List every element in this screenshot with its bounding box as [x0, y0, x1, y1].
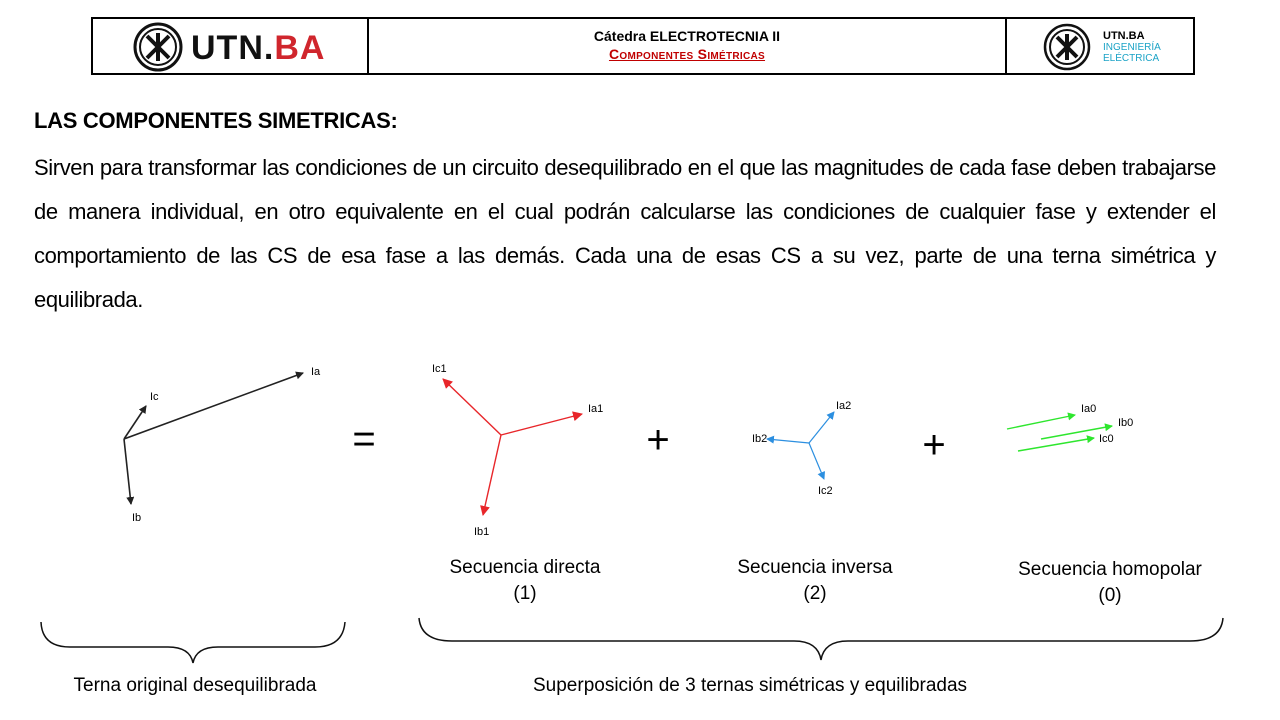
label-ib0: Ib0: [1118, 417, 1134, 429]
phasor-ia1: [501, 414, 582, 435]
homopolar-sequence-caption: [995, 559, 1225, 607]
direct-sequence-phasors: [432, 363, 603, 538]
label-ia0: Ia0: [1081, 403, 1097, 415]
label-ic2: Ic2: [818, 485, 833, 497]
original-set-caption: Terna original desequilibrada: [73, 675, 317, 696]
document-subtitle: Componentes Simétricas: [608, 46, 766, 62]
phasor-ib2: [767, 439, 809, 443]
logo-text-electrica: ELÉCTRICA: [1103, 53, 1160, 64]
label-ic0: Ic0: [1099, 433, 1114, 445]
phasor-ic: [124, 406, 146, 439]
plus-sign: +: [922, 423, 946, 467]
phasor-ia2: [809, 412, 834, 443]
label-ib2: Ib2: [752, 433, 768, 445]
plus-sign: +: [646, 418, 670, 462]
superposition-caption: Superposición de 3 ternas simétricas y equilibradas: [533, 675, 968, 696]
logo-text-ingenieria: INGENIERÍA: [1103, 42, 1161, 53]
left-brace: [41, 622, 345, 663]
inverse-sequence-number: (2): [803, 583, 827, 604]
label-ia: Ia: [311, 366, 321, 378]
phasor-ib: [124, 439, 131, 504]
logo-text-utnba: UTN.BA: [1103, 30, 1145, 42]
direct-sequence-number: (1): [513, 583, 537, 604]
label-ib: Ib: [132, 512, 142, 524]
label-ia2: Ia2: [836, 400, 852, 412]
original-phasor-set: [124, 366, 321, 524]
label-ib1: Ib1: [474, 526, 490, 538]
section-title: LAS COMPONENTES SIMETRICAS:: [34, 108, 398, 133]
phasor-ic2: [809, 443, 824, 479]
phasor-ic0: [1018, 438, 1094, 451]
course-title: Cátedra ELECTROTECNIA II: [593, 28, 781, 44]
phasor-ib1: [483, 435, 501, 515]
utn-ba-wordmark: UTN.BA: [191, 29, 326, 67]
homopolar-sequence-number: (0): [1098, 585, 1122, 606]
intro-paragraph: Sirven para transformar las condiciones de un circuito desequilibrado en el que las magnitudes de cada fase deben trabajarse de manera individual, en otro equivalente en el cual podrán calcularse las condiciones de cualquier fase y extender el comportamiento de las CS de esa fase a las demás. Cada una de esas CS a su vez, parte de una terna simétrica y equilibrada.: [34, 155, 1216, 312]
inverse-sequence-caption: [715, 557, 915, 605]
homopolar-sequence-phasors: [1007, 403, 1133, 451]
homopolar-sequence-name: Secuencia homopolar: [1018, 559, 1202, 580]
direct-sequence-name: Secuencia directa: [449, 557, 601, 578]
label-ia1: Ia1: [588, 403, 604, 415]
phasor-ic1: [443, 379, 501, 435]
direct-sequence-caption: [425, 557, 625, 605]
label-ic: Ic: [150, 391, 159, 403]
phasor-ia0: [1007, 415, 1075, 429]
phasor-ia: [124, 373, 303, 439]
inverse-sequence-name: Secuencia inversa: [737, 557, 893, 578]
right-brace: [419, 618, 1223, 660]
label-ic1: Ic1: [432, 363, 447, 375]
equals-sign: =: [352, 417, 376, 461]
inverse-sequence-phasors: [752, 400, 851, 497]
